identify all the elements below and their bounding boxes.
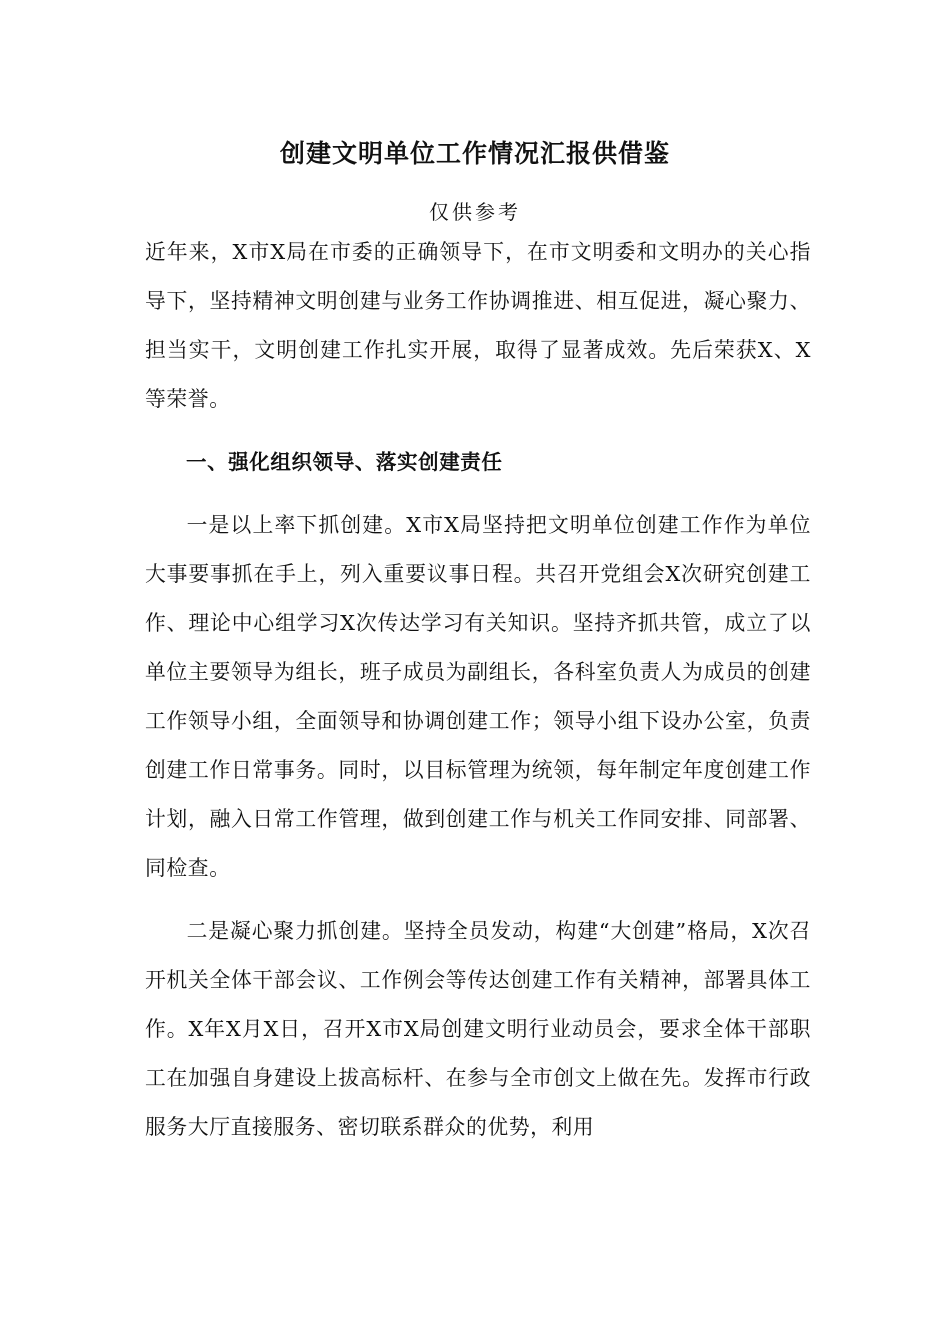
body-paragraph-1: 一是以上率下抓创建。X市X局坚持把文明单位创建工作作为单位大事要事抓在手上，列入重要议事日程。共召开党组会X次研究创建工作、理论中心组学习X次传达学习有关知识。坚持齐抓共管，成立了以单位主要领导为组长，班子成员为副组长，各科室负责人为成员的创建工作领导小组，全面领导和协调创建工作；领导小组下设办公室，负责创建工作日常事务。同时，以目标管理为统领，每年制定年度创建工作计划，融入日常工作管理，做到创建工作与机关工作同安排、同部署、同检查。 (145, 513, 811, 880)
paragraph-gap (145, 424, 811, 438)
paragraph-gap (145, 893, 811, 907)
body-paragraph-2: 二是凝心聚力抓创建。坚持全员发动，构建“大创建”格局，X次召开机关全体干部会议、工作例会等传达创建工作有关精神，部署具体工作。X年X月X日，召开X市X局创建文明行业动员会，要求全体干部职工在加强自身建设上拔高标杆、在参与全市创文上做在先。发挥市行政服务大厅直接服务、密切联系群众的优势，利用 (145, 919, 811, 1139)
intro-paragraph: 近年来，X市X局在市委的正确领导下，在市文明委和文明办的关心指导下，坚持精神文明创建与业务工作协调推进、相互促进，凝心聚力、担当实干，文明创建工作扎实开展，取得了显著成效。先后荣获X、X等荣誉。 (145, 240, 811, 411)
document-title: 创建文明单位工作情况汇报供借鉴 (279, 139, 670, 168)
paragraph-gap (145, 487, 811, 501)
document-body (145, 228, 811, 1152)
section-heading: 一、强化组织领导、落实创建责任 (186, 450, 503, 474)
document-subtitle: 仅供参考 (429, 200, 521, 224)
